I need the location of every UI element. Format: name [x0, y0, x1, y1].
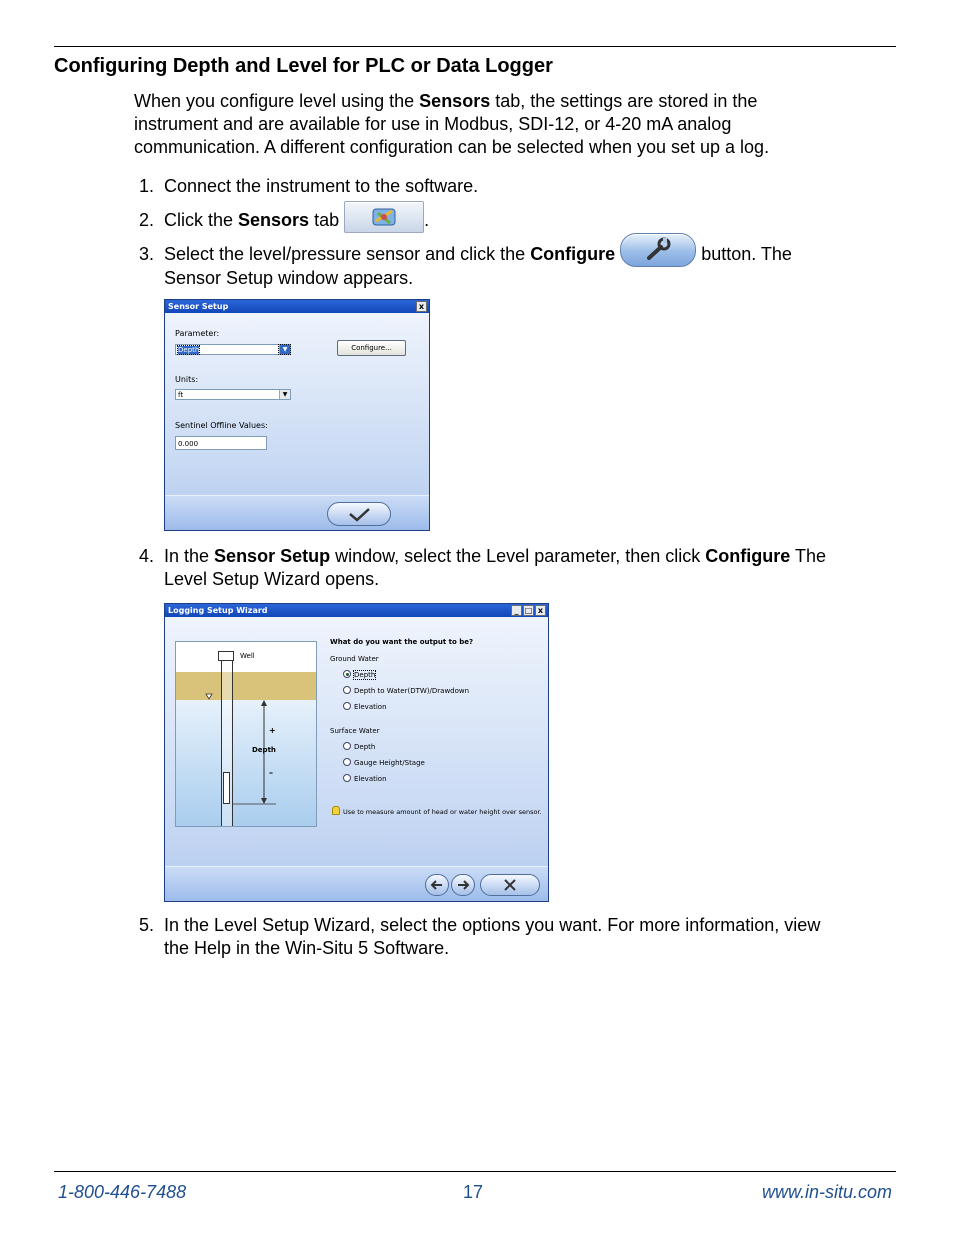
chevron-down-icon: ▼: [279, 390, 290, 399]
minimize-icon[interactable]: _: [511, 605, 522, 616]
lightbulb-icon: [332, 806, 340, 815]
minus-label: –: [269, 768, 273, 777]
offline-values-label: Sentinel Offline Values:: [175, 421, 268, 430]
close-icon[interactable]: x: [416, 301, 427, 312]
surface-water-label: Surface Water: [330, 727, 380, 735]
sensor-setup-window: [164, 299, 430, 531]
plus-label: +: [269, 726, 276, 735]
sensor-setup-title: Sensor Setup: [165, 300, 429, 313]
logging-setup-wizard-window: [164, 603, 549, 902]
parameter-dropdown[interactable]: Depth ▼: [175, 344, 291, 355]
sensor-setup-footer: [165, 495, 429, 530]
checkmark-icon: [328, 503, 390, 525]
radio-surface-depth[interactable]: Depth: [343, 742, 375, 751]
configure-button[interactable]: [620, 233, 696, 267]
offline-values-input[interactable]: 0.000: [175, 436, 267, 450]
chevron-down-icon: ▼: [279, 345, 290, 354]
close-icon[interactable]: x: [535, 605, 546, 616]
x-icon: [481, 875, 539, 895]
footer-rule: [54, 1171, 896, 1172]
top-rule: [54, 46, 896, 47]
sensor-configure-button[interactable]: Configure...: [337, 340, 406, 356]
ok-button[interactable]: [327, 502, 391, 526]
wizard-title: Logging Setup Wizard: [165, 604, 548, 617]
units-dropdown[interactable]: ft ▼: [175, 389, 291, 400]
depth-arrow: [176, 642, 316, 826]
radio-ground-dtw[interactable]: Depth to Water(DTW)/Drawdown: [343, 686, 469, 695]
units-label: Units:: [175, 375, 199, 384]
page-number: 17: [463, 1182, 484, 1202]
footer-website[interactable]: www.in-situ.com: [761, 1182, 892, 1202]
parameter-label: Parameter:: [175, 329, 220, 338]
wizard-footer: [165, 866, 548, 901]
ground-water-label: Ground Water: [330, 655, 379, 663]
sensors-icon: [345, 202, 423, 232]
radio-selected: [343, 670, 351, 678]
well-label: Well: [240, 652, 255, 660]
intro-paragraph: When you configure level using the Sensors tab, the settings are stored in the instrument and are available for use in Modbus, SDI-12, or 4-20 mA analog communication. A different configuration can be selected when you set up a log.: [134, 91, 770, 157]
maximize-icon[interactable]: □: [524, 606, 533, 615]
depth-label: Depth: [252, 746, 276, 754]
radio-ground-elevation[interactable]: Elevation: [343, 702, 387, 711]
footer-phone: 1-800-446-7488: [58, 1182, 187, 1202]
radio-surface-elevation[interactable]: Elevation: [343, 774, 387, 783]
cancel-button[interactable]: [480, 874, 540, 896]
output-question: What do you want the output to be?: [330, 638, 474, 646]
well-depth-diagram: [175, 641, 317, 827]
next-button[interactable]: [451, 874, 475, 896]
radio-surface-gauge-height[interactable]: Gauge Height/Stage: [343, 758, 425, 767]
radio-ground-depth[interactable]: Depth: [343, 670, 375, 679]
arrow-left-icon: [426, 875, 448, 895]
wrench-icon: [621, 234, 695, 266]
sensors-tab-button[interactable]: [344, 201, 424, 233]
section-heading: Configuring Depth and Level for PLC or Data Logger: [54, 55, 553, 77]
hint-row: Use to measure amount of head or water height over sensor.: [332, 806, 542, 816]
arrow-right-icon: [452, 875, 474, 895]
back-button[interactable]: [425, 874, 449, 896]
